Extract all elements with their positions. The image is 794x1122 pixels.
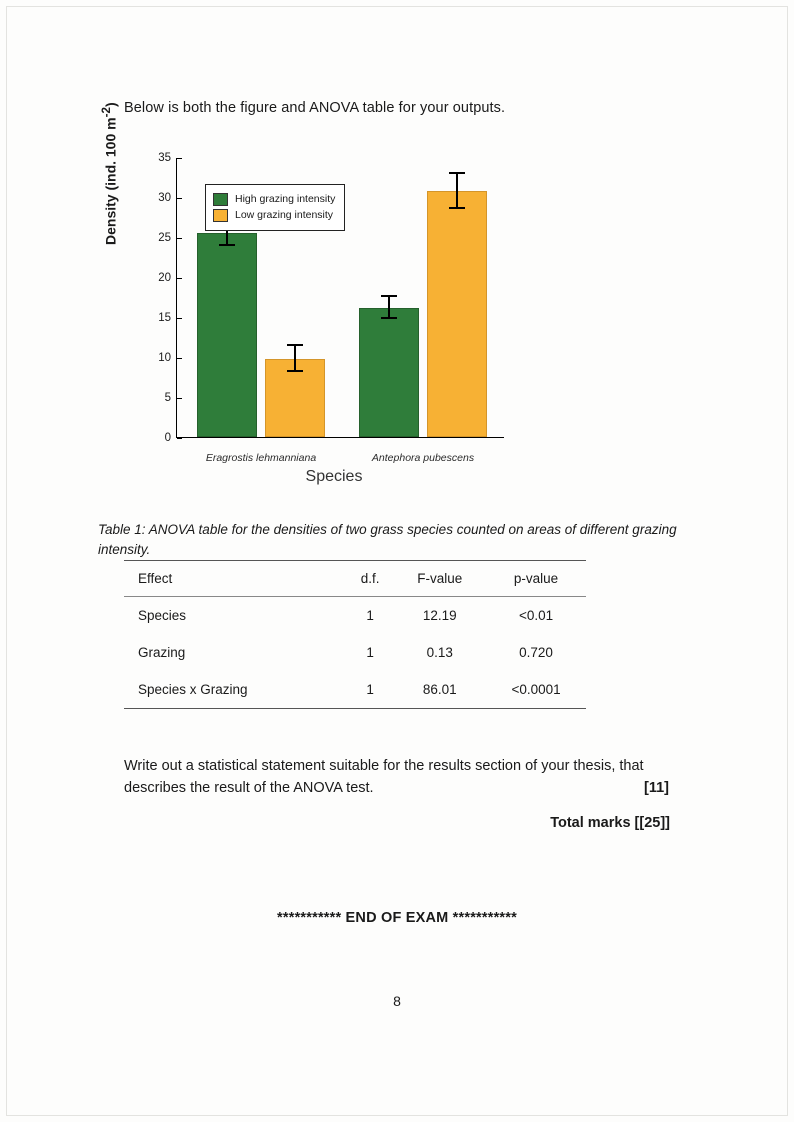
cell-pvalue-species-x-grazing: <0.0001	[486, 671, 586, 709]
cell-fvalue-species: 12.19	[422, 608, 457, 623]
page-number: 8	[393, 993, 401, 1009]
legend-swatch-high-grazing-icon	[213, 193, 228, 206]
intro-paragraph: Below is both the figure and ANOVA table for your outputs.	[124, 100, 506, 116]
question-block	[124, 755, 669, 800]
errorbar-antephora-high-cap-bottom	[381, 317, 397, 319]
errorbar-antephora-low-cap-bottom	[449, 207, 465, 209]
y-axis-label-superscript: -2	[100, 107, 113, 118]
chart-x-axis-label: Species	[305, 468, 363, 485]
column-header-pvalue: p-value	[486, 561, 586, 597]
errorbar-eragrostis-low-cap-bottom	[287, 370, 303, 372]
chart-plot-area	[158, 152, 504, 464]
y-axis-label-tail: )	[102, 102, 119, 108]
table-row	[124, 597, 586, 635]
y-tick-20: 20	[158, 272, 177, 284]
table-header-row	[124, 561, 586, 597]
end-of-exam-banner: *********** END OF EXAM ***********	[277, 910, 517, 926]
question-text: Write out a statistical statement suitable for the results section of your thesis, that describes the result of the ANOVA test.	[124, 758, 644, 797]
cell-effect-species-x-grazing: Species x Grazing	[124, 671, 347, 709]
table-caption: Table 1: ANOVA table for the densities of two grass species counted on areas of different grazing intensity.	[98, 522, 677, 558]
table-row	[124, 671, 586, 709]
y-tick-10: 10	[158, 352, 177, 364]
legend-label-high-grazing: High grazing intensity	[235, 193, 336, 205]
errorbar-antephora-low-line	[456, 174, 458, 209]
column-header-df: d.f.	[347, 561, 394, 597]
question-marks: [11]	[644, 780, 669, 796]
cell-fvalue-grazing: 0.13	[426, 645, 453, 660]
errorbar-eragrostis-low-line	[294, 346, 296, 372]
y-tick-5: 5	[165, 392, 177, 404]
y-tick-15: 15	[158, 312, 177, 324]
y-tick-0: 0	[165, 432, 177, 444]
y-axis-label-text: Density (ind. 100 m	[102, 117, 119, 245]
chart-y-axis-label	[100, 102, 119, 245]
table-row	[124, 634, 586, 671]
column-header-effect: Effect	[124, 561, 347, 597]
cell-fvalue-species-x-grazing: 86.01	[394, 671, 487, 709]
column-header-fvalue: F-value	[394, 561, 487, 597]
errorbar-antephora-high-line	[388, 297, 390, 319]
errorbar-antephora-high-cap-top	[381, 295, 397, 297]
cell-df-grazing: 1	[366, 645, 374, 660]
chart-legend	[205, 184, 345, 231]
y-tick-35: 35	[158, 152, 177, 164]
errorbar-antephora-low-cap-top	[449, 172, 465, 174]
cell-pvalue-species: <0.01	[518, 608, 554, 623]
x-tick-eragrostis: Eragrostis lehmanniana	[205, 452, 317, 464]
y-tick-30: 30	[158, 192, 177, 204]
cell-df-species: 1	[366, 608, 374, 623]
legend-swatch-low-grazing-icon	[213, 209, 228, 222]
legend-item-high-grazing	[213, 191, 335, 207]
anova-table	[124, 560, 586, 709]
bar-antephora-high-grazing	[359, 308, 419, 437]
y-tick-25: 25	[158, 232, 177, 244]
cell-effect-species: Species	[138, 608, 187, 623]
legend-item-low-grazing	[213, 207, 335, 223]
bar-antephora-low-grazing	[427, 191, 487, 437]
total-marks: Total marks [[25]]	[550, 815, 670, 831]
errorbar-eragrostis-high-cap-bottom	[219, 244, 235, 246]
cell-pvalue-grazing: 0.720	[519, 645, 553, 660]
x-tick-antephora: Antephora pubescens	[371, 452, 475, 464]
legend-label-low-grazing: Low grazing intensity	[235, 209, 334, 222]
cell-effect-grazing: Grazing	[138, 645, 186, 660]
cell-df-species-x-grazing: 1	[347, 671, 394, 709]
bar-eragrostis-high-grazing	[197, 233, 257, 437]
errorbar-eragrostis-low-cap-top	[287, 344, 303, 346]
